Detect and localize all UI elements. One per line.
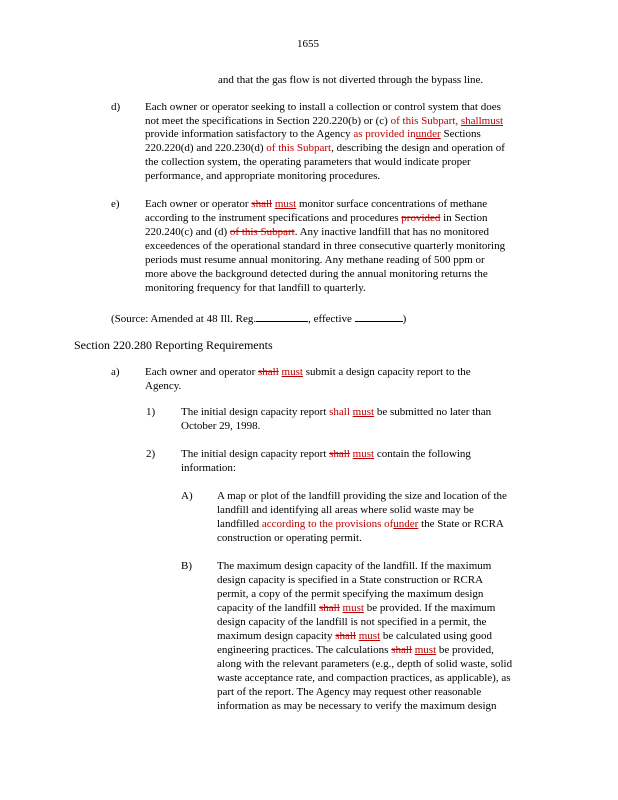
item-e-line-2 [145, 212, 487, 225]
item-d-line-5: the collection system, the operating parameters that would indicate proper [145, 156, 471, 168]
inserted-text: must [358, 630, 381, 642]
text-run: according to the instrument specifications and procedures [145, 212, 399, 224]
item-d-line-4 [145, 142, 505, 155]
text-run: landfilled [217, 518, 260, 530]
sub-2-line-2: information: [181, 462, 236, 474]
inserted-text: under [393, 518, 419, 530]
text-run: be provided, [438, 644, 494, 656]
sub-a-line-1: A map or plot of the landfill providing the size and location of the [217, 490, 507, 502]
deleted-text: shall [391, 644, 412, 656]
text-run: submit a design capacity report to the [305, 366, 471, 378]
text-run: Sections [443, 128, 481, 140]
inserted-text: must [274, 198, 297, 210]
inserted-text: must [342, 602, 364, 614]
text-run: be provided. If the maximum [366, 602, 496, 614]
sub-1-line-2: October 29, 1998. [181, 420, 261, 432]
intro-line: and that the gas flow is not diverted through the bypass line. [218, 74, 484, 86]
text-run: be submitted no later than [376, 406, 492, 418]
sub-1-line-1 [181, 406, 491, 419]
sub-1-label: 1) [146, 406, 156, 418]
item-d-line-6: performance, and appropriate monitoring procedures. [145, 170, 381, 182]
text-run: The initial design capacity report [181, 406, 327, 418]
inserted-text: as provided in [353, 128, 416, 140]
sub-a-line-2: landfill and identifying all areas where solid waste may be [217, 504, 474, 516]
item-d-line-1: Each owner or operator seeking to install a collection or control system that does [145, 101, 501, 113]
text-run: in Section [443, 212, 488, 224]
sub-b-line-2: design capacity is specified in a State construction or RCRA [217, 574, 484, 586]
inserted-text: must [414, 644, 437, 656]
inserted-text: of this Subpart, [390, 115, 459, 127]
sub-a-label: A) [181, 490, 193, 502]
inserted-text: under [415, 128, 441, 140]
text-run: contain the following [376, 448, 471, 460]
sub-b-line-10: part of the report. The Agency may request other reasonable [217, 686, 482, 698]
text-run: 220.220(d) and 220.230(d) [145, 142, 264, 154]
sub-2-line-1 [181, 448, 471, 461]
item-e-line-1 [145, 198, 487, 211]
blank-line [355, 311, 403, 322]
item-d-line-3 [145, 128, 481, 141]
sub-b-line-9: waste acceptance rate, and compaction practices, as applicable), as [217, 672, 511, 684]
text-run: maximum design capacity [217, 630, 333, 642]
deleted-text: shall [335, 630, 356, 642]
text-run: be calculated using good [382, 630, 492, 642]
inserted-text: must [281, 366, 303, 378]
item-e-line-3 [145, 226, 489, 239]
sub-a-line-3 [217, 518, 504, 531]
inserted-text: according to the provisions of [261, 518, 394, 530]
source-middle: , effective [308, 313, 352, 325]
inserted-text: shall [329, 406, 350, 418]
sub-b-label: B) [181, 560, 192, 572]
sub-b-line-1: The maximum design capacity of the landfill. If the maximum [217, 560, 492, 572]
deleted-text: shall [319, 602, 340, 614]
source-prefix: (Source: Amended at 48 Ill. Reg. [111, 313, 257, 325]
item-e-line-6: more above the background detected during the annual monitoring returns the [145, 268, 488, 280]
text-run: engineering practices. The calculations [217, 644, 389, 656]
deleted-text: shall [251, 198, 273, 210]
deleted-text: shall [258, 366, 279, 378]
text-run: provide information satisfactory to the Agency [145, 128, 351, 140]
source-suffix: ) [402, 313, 407, 325]
item-e-line-7: monitoring frequency for that landfill to quarterly. [145, 282, 366, 294]
sub-b-line-7 [217, 644, 494, 657]
item-e-line-4: exceedences of the operational standard in three consecutive quarterly monitoring [145, 240, 506, 252]
item-e-line-5: periods must resume annual monitoring. Any methane reading of 500 ppm or [145, 254, 485, 266]
text-run: Each owner and operator [145, 366, 256, 378]
source-note [111, 311, 406, 326]
item-e-label: e) [111, 198, 120, 210]
section-heading: Section 220.280 Reporting Requirements [74, 338, 273, 352]
sub-b-line-11: information as may be necessary to verify the maximum design [217, 700, 497, 712]
deleted-text: of this Subpart [229, 226, 295, 238]
sub-b-line-8: along with the relevant parameters (e.g., depth of solid waste, solid [217, 658, 513, 670]
inserted-text: shall [460, 115, 482, 127]
text-run: . Any inactive landfill that has no monitored [294, 226, 489, 238]
text-run: not meet the specifications in Section 220.220(b) or (c) [145, 115, 388, 127]
text-run: 220.240(c) and (d) [145, 226, 228, 238]
text-run: capacity of the landfill [217, 602, 317, 614]
item-a-line-1 [145, 366, 471, 379]
blank-line [256, 311, 308, 322]
sub-2-label: 2) [146, 448, 156, 460]
inserted-text: of this Subpart [266, 142, 332, 154]
inserted-text: must [481, 115, 504, 127]
sub-b-line-4 [217, 602, 495, 615]
deleted-text: provided [401, 212, 441, 224]
item-d-line-2 [145, 115, 503, 128]
text-run: monitor surface concentrations of methane [298, 198, 488, 210]
item-d-label: d) [111, 101, 121, 113]
deleted-text: shall [329, 448, 350, 460]
item-a-label: a) [111, 366, 120, 378]
inserted-text: must [352, 448, 375, 460]
sub-b-line-3: permit, a copy of the permit specifying the maximum design [217, 588, 484, 600]
inserted-text: must [352, 406, 375, 418]
item-a-line-2: Agency. [145, 380, 182, 392]
text-run: The initial design capacity report [181, 448, 327, 460]
page-number: 1655 [297, 38, 319, 50]
sub-b-line-5: design capacity of the landfill is not specified in a permit, the [217, 616, 487, 628]
sub-a-line-4: construction or operating permit. [217, 532, 362, 544]
text-run: Each owner or operator [145, 198, 249, 210]
text-run: , describing the design and operation of [331, 142, 505, 154]
sub-b-line-6 [217, 630, 492, 643]
text-run: the State or RCRA [421, 518, 504, 530]
